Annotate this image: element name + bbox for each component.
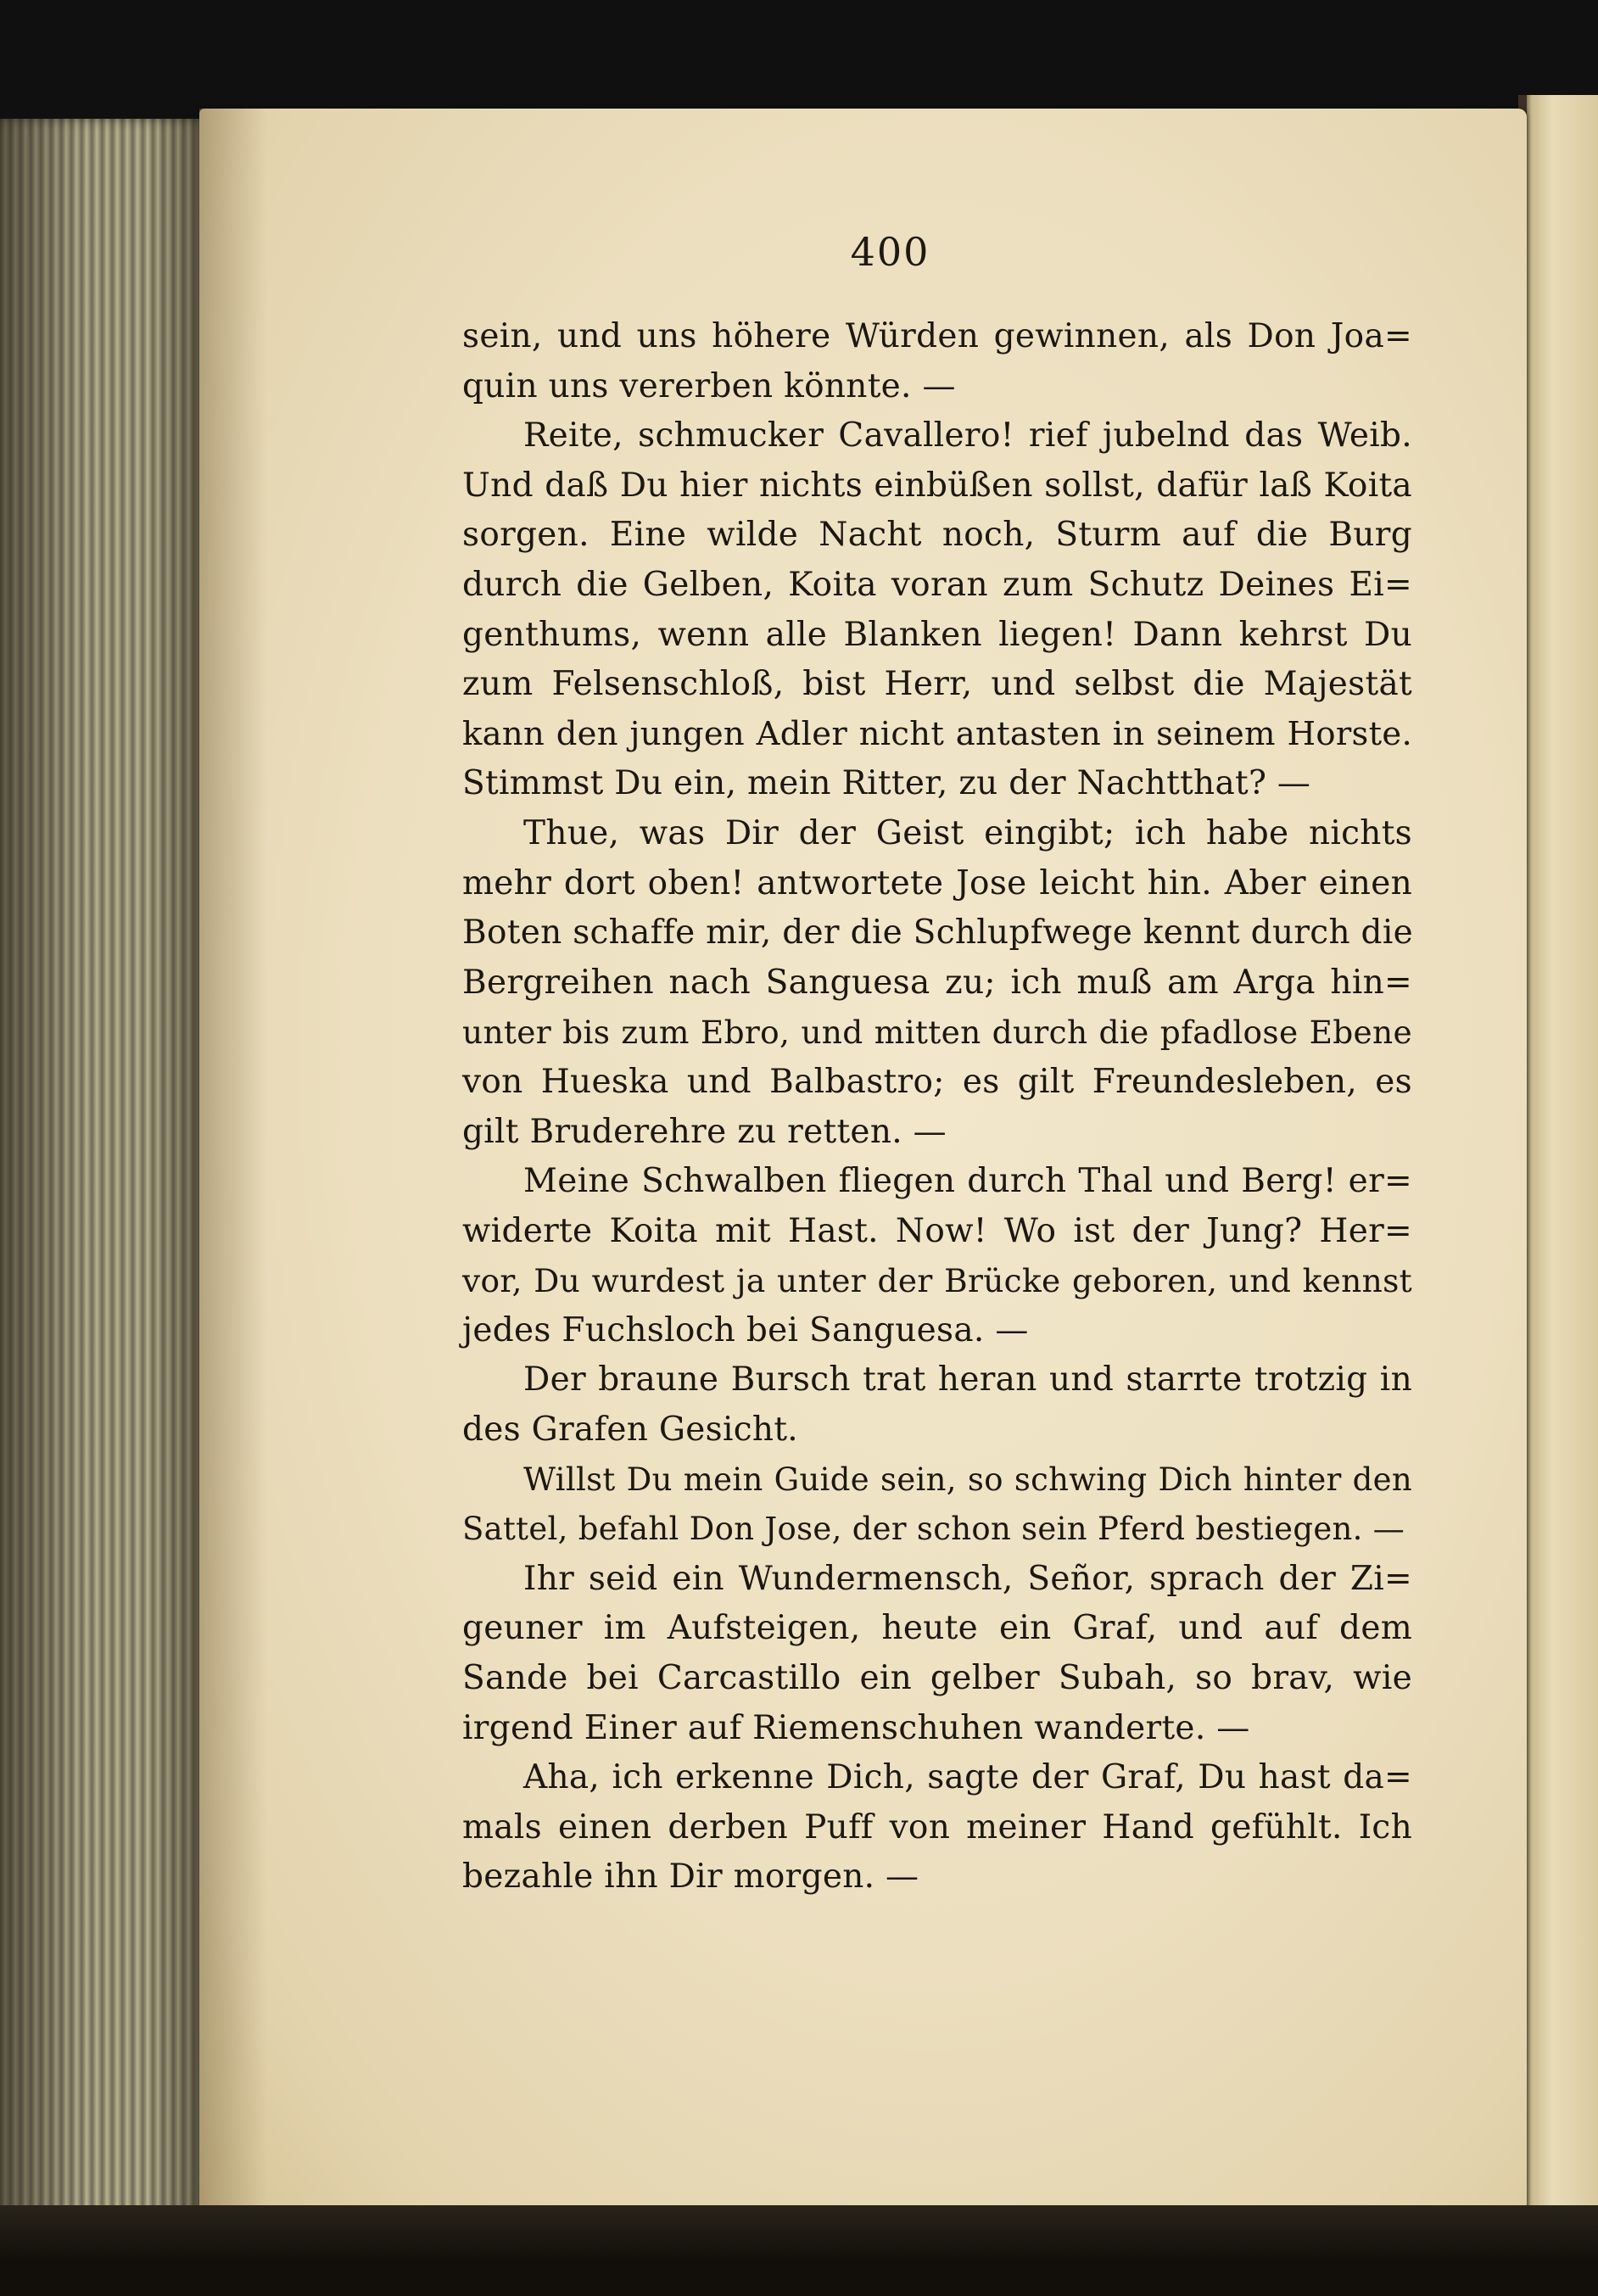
text-line: Willst Du mein Guide sein, so schwing Dich hinter den: [523, 1461, 1412, 1498]
text-line: bezahle ihn Dir morgen. —: [462, 1857, 919, 1897]
text-line: Stimmst Du ein, mein Ritter, zu der Nachtthat? —: [462, 764, 1311, 803]
text-line: genthums, wenn alle Blanken liegen! Dann kehrst Du: [462, 615, 1412, 654]
text-line: mehr dort oben! antwortete Jose leicht hin. Aber einen: [462, 863, 1412, 902]
text-line: zum Felsenschloß, bist Herr, und selbst die Majestät: [462, 665, 1412, 704]
text-line: widerte Koita mit Hast. Now! Wo ist der Jung? Her=: [462, 1211, 1412, 1250]
page-gutter-shadow: [199, 109, 267, 2210]
text-line: Meine Schwalben fliegen durch Thal und Berg! er=: [523, 1162, 1412, 1201]
body-text: [462, 312, 1412, 1902]
page-edges-shadow: [0, 119, 212, 2222]
text-line: Sattel, befahl Don Jose, der schon sein Pferd bestiegen. —: [462, 1511, 1405, 1548]
text-line: vor, Du wurdest ja unter der Brücke geboren, und kennst: [462, 1262, 1412, 1300]
text-line: von Hueska und Balbastro; es gilt Freundesleben, es: [462, 1062, 1412, 1101]
text-line: Reite, schmucker Cavallero! rief jubelnd das Weib.: [523, 416, 1412, 455]
text-line: Boten schaffe mir, der die Schlupfwege kennt durch die: [462, 913, 1413, 952]
text-line: Und daß Du hier nichts einbüßen sollst, dafür laß Koita: [462, 466, 1412, 505]
text-line: kann den jungen Adler nicht antasten in seinem Horste.: [462, 714, 1412, 753]
text-line: mals einen derben Puff von meiner Hand gefühlt. Ich: [462, 1807, 1412, 1846]
text-line: sorgen. Eine wilde Nacht noch, Sturm auf die Burg: [462, 516, 1412, 555]
text-line: Der braune Bursch trat heran und starrte trotzig in: [523, 1360, 1412, 1399]
facing-page-edge: [1523, 95, 1598, 2232]
text-line: Bergreihen nach Sanguesa zu; ich muß am Arga hin=: [462, 963, 1412, 1002]
text-line: jedes Fuchsloch bei Sanguesa. —: [462, 1310, 1029, 1349]
background-bottom: [0, 2205, 1598, 2296]
text-line: Sande bei Carcastillo ein gelber Subah, so brav, wie: [462, 1659, 1412, 1698]
text-line: sein, und uns höhere Würden gewinnen, als Don Joa=: [462, 317, 1412, 355]
text-line: Thue, was Dir der Geist eingibt; ich habe nichts: [523, 813, 1412, 852]
text-line: unter bis zum Ebro, und mitten durch die pfadlose Ebene: [462, 1014, 1412, 1052]
text-line: Ihr seid ein Wundermensch, Señor, sprach der Zi=: [523, 1559, 1412, 1598]
text-line: des Grafen Gesicht.: [462, 1411, 798, 1450]
text-line: Aha, ich erkenne Dich, sagte der Graf, Du hast da=: [523, 1758, 1412, 1797]
text-line: geuner im Aufsteigen, heute ein Graf, und auf dem: [462, 1609, 1412, 1648]
text-line: durch die Gelben, Koita voran zum Schutz Deines Ei=: [462, 565, 1412, 604]
text-line: irgend Einer auf Riemenschuhen wanderte. —: [462, 1708, 1250, 1747]
text-line: gilt Bruderehre zu retten. —: [462, 1112, 947, 1151]
page-number: 400: [850, 229, 930, 275]
text-line: quin uns vererben könnte. —: [462, 366, 956, 405]
